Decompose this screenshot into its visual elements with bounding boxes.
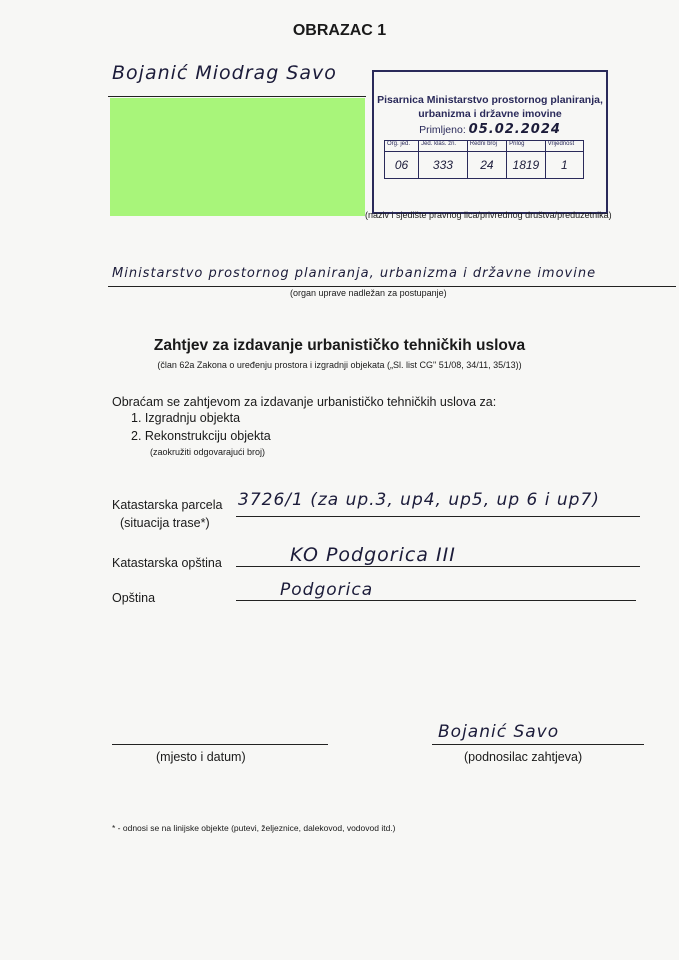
stamp-col-header: Prilog bbox=[507, 141, 546, 152]
option-item: 1. Izgradnju objekta bbox=[131, 411, 241, 425]
stamp-received-date: 05.02.2024 bbox=[468, 122, 561, 137]
parcel-sub-label: (situacija trase*) bbox=[120, 516, 210, 530]
form-title: OBRAZAC 1 bbox=[292, 22, 387, 39]
stamp-col-header: Jed. klas. zn. bbox=[419, 141, 468, 152]
stamp-received-label: Primljeno: bbox=[419, 124, 466, 136]
intro-text: Obraćam se zahtjevom za izdavanje urbanističko tehničkih uslova za: bbox=[112, 395, 497, 409]
parcel-label: Katastarska parcela bbox=[112, 498, 223, 512]
stamp-line2: urbanizma i državne imovine bbox=[418, 108, 562, 120]
entity-caption: (naziv i sjedište pravnog lica/privrednog društva/preduzetnika) bbox=[365, 210, 612, 220]
stamp-col-value: 06 bbox=[385, 152, 419, 179]
place-date-line bbox=[112, 744, 328, 745]
parcel-value: 3726/1 (za up.3, up4, up5, up 6 i up7) bbox=[238, 490, 600, 510]
stamp-col-header: Org. jed. bbox=[385, 141, 419, 152]
authority-caption: (organ uprave nadležan za postupanje) bbox=[290, 288, 447, 298]
applicant-name-handwritten: Bojanić Miodrag Savo bbox=[112, 62, 337, 84]
stamp-col-value: 1819 bbox=[507, 152, 546, 179]
authority-line bbox=[108, 286, 676, 287]
footnote: * - odnosi se na linijske objekte (putevi, željeznice, dalekovod, vodovod itd.) bbox=[112, 823, 396, 833]
stamp-col-header: Vrijednost bbox=[545, 141, 583, 152]
registry-stamp bbox=[372, 70, 608, 214]
stamp-col-header: Redni broj bbox=[467, 141, 506, 152]
stamp-line1: Pisarnica Ministarstvo prostornog planiranja, bbox=[377, 94, 603, 106]
cadastral-municipality-label: Katastarska opština bbox=[112, 556, 222, 570]
municipality-value: Podgorica bbox=[280, 580, 374, 600]
stamp-grid bbox=[384, 140, 584, 179]
authority-handwritten: Ministarstvo prostornog planiranja, urbanizma i državne imovine bbox=[112, 266, 597, 281]
page-subheading: (član 62a Zakona o uređenju prostora i izgradnji objekata („Sl. list CG" 51/08, 34/11, 35/13)) bbox=[157, 360, 522, 370]
place-date-caption: (mjesto i datum) bbox=[156, 750, 246, 764]
parcel-line bbox=[236, 516, 640, 517]
stamp-col-value: 24 bbox=[467, 152, 506, 179]
municipality-line bbox=[236, 600, 636, 601]
stamp-col-value: 333 bbox=[419, 152, 468, 179]
applicant-name-line bbox=[108, 96, 366, 97]
applicant-caption: (podnosilac zahtjeva) bbox=[464, 750, 583, 764]
applicant-signature: Bojanić Savo bbox=[438, 722, 560, 742]
cadastral-municipality-line bbox=[236, 566, 640, 567]
options-note: (zaokružiti odgovarajući broj) bbox=[150, 447, 266, 457]
municipality-label: Opština bbox=[112, 591, 156, 605]
stamp-col-value: 1 bbox=[545, 152, 583, 179]
signature-line bbox=[432, 744, 644, 745]
page-heading: Zahtjev za izdavanje urbanističko tehničkih uslova bbox=[153, 337, 526, 354]
redaction-highlight bbox=[110, 98, 365, 216]
cadastral-municipality-value: KO Podgorica III bbox=[290, 544, 456, 566]
option-item: 2. Rekonstrukciju objekta bbox=[131, 429, 271, 443]
